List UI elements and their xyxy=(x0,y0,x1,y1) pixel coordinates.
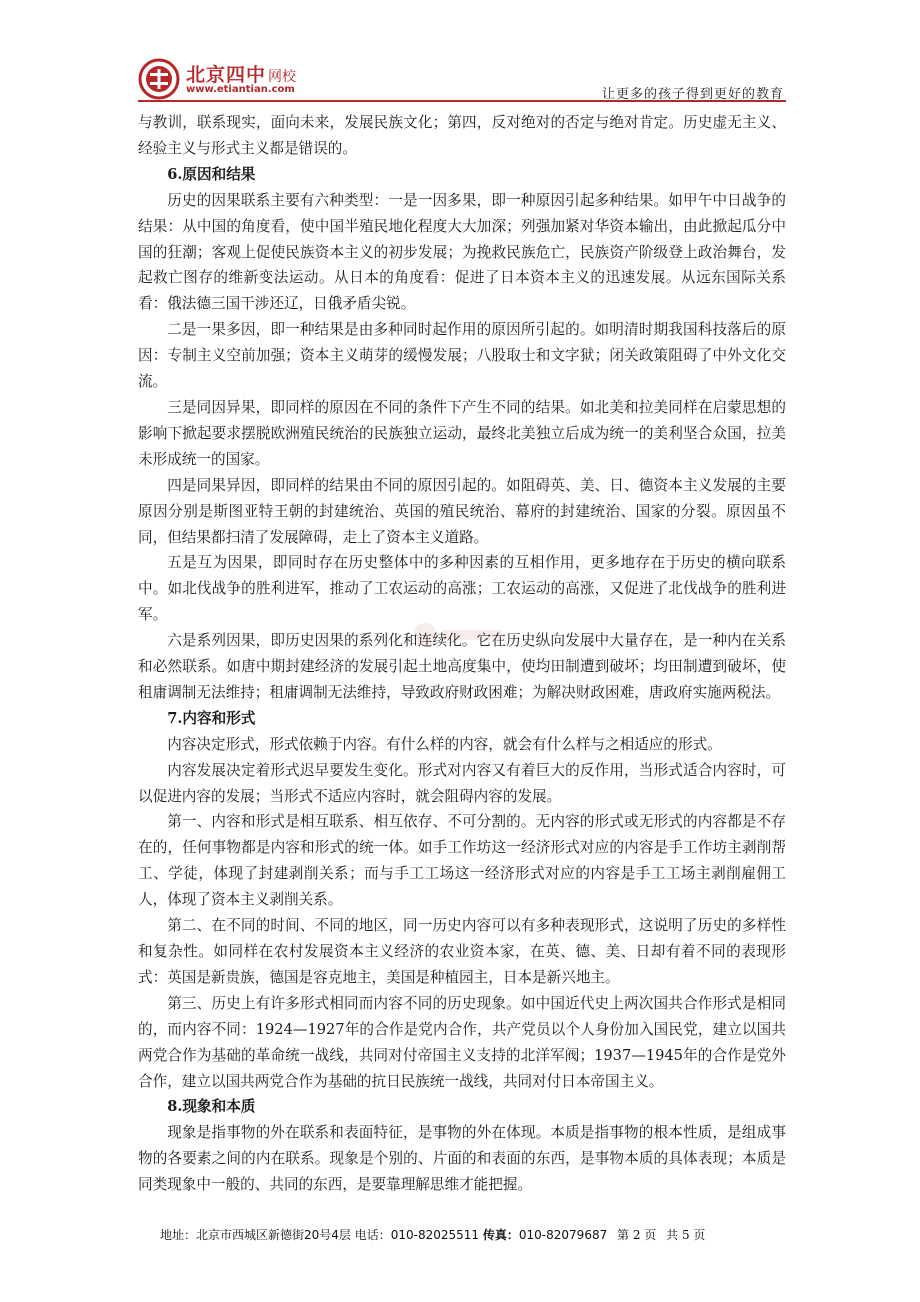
paragraph: 历史的因果联系主要有六种类型：一是一因多果，即一种原因引起多种结果。如甲午中日战争的结果：从中国的角度看，使中国半殖民地化程度大大加深；列强加紧对华资本输出，由此掀起瓜分中国的狂潮；客观上促使民族资本主义的初步发展；为挽救民族危亡，民族资产阶级登上政治舞台，发起救亡图存的维新变法运动。从日本的角度看：促进了日本资本主义的迅速发展。从远东国际关系看：俄法德三国干涉还辽，日俄矛盾尖锐。 xyxy=(138,191,786,313)
paragraph: 第二、在不同的时间、不同的地区，同一历史内容可以有多种表现形式，这说明了历史的多样性和复杂性。如同样在农村发展资本主义经济的农业资本家，在英、德、美、日却有着不同的表现形式：英国是新贵族，德国是容克地主，美国是种植园主，日本是新兴地主。 xyxy=(138,917,786,986)
page-number: 第 2 页 xyxy=(617,1228,657,1242)
page-total: 共 5 页 xyxy=(666,1228,706,1242)
brand-sub: 网校 xyxy=(268,69,297,85)
site-url: www.etiantian.com xyxy=(186,84,295,95)
page-header xyxy=(138,52,786,104)
paragraph: 六是系列因果，即历史因果的系列化和连续化。它在历史纵向发展中大量存在，是一种内在关系和必然联系。如唐中期封建经济的发展引起土地高度集中，使均田制遭到破坏；均田制遭到破坏，使租庸调制无法维持；租庸调制无法维持，导致政府财政困难；为解决财政困难，唐政府实施两税法。 xyxy=(138,632,786,701)
footer-phone-label: 电话： xyxy=(354,1228,391,1242)
section-heading-7: 7.内容和形式 xyxy=(167,709,256,727)
header-divider xyxy=(138,100,786,102)
section-heading-8: 8.现象和本质 xyxy=(167,1098,256,1116)
page-footer xyxy=(160,1226,705,1243)
slogan: 让更多的孩子得到更好的教育 xyxy=(601,87,784,102)
footer-phone: 010-82025511 xyxy=(390,1228,480,1242)
paragraph: 五是互为因果，即同时存在历史整体中的多种因素的互相作用，更多地存在于历史的横向联系中。如北伐战争的胜利进军，推动了工农运动的高涨；工农运动的高涨，又促进了北伐战争的胜利进军。 xyxy=(138,554,786,624)
paragraph: 二是一果多因，即一种结果是由多种同时起作用的原因所引起的。如明清时期我国科技落后的原因：专制主义空前加强；资本主义萌芽的缓慢发展；八股取士和文字狱；闭关政策阻碍了中外文化交流。 xyxy=(138,321,786,391)
brand-title: 北京四中 xyxy=(186,64,267,86)
brand-name xyxy=(186,60,296,87)
paragraph: 三是同因异果，即同样的原因在不同的条件下产生不同的结果。如北美和拉美同样在启蒙思想的影响下掀起要求摆脱欧洲殖民统治的民族独立运动，最终北美独立后成为统一的美利坚合众国，拉美未形成统一的国家。 xyxy=(138,398,786,468)
footer-address: 地址：北京市西城区新德街20号4层 xyxy=(160,1228,351,1242)
paragraph: 四是同果异因，即同样的结果由不同的原因引起的。如阻碍英、美、日、德资本主义发展的主要原因分别是斯图亚特王朝的封建统治、英国的殖民统治、幕府的封建统治、国家的分裂。原因虽不同，但结果都扫清了发展障碍，走上了资本主义道路。 xyxy=(138,476,786,546)
school-logo-icon xyxy=(138,58,180,100)
footer-fax: 010-82079687 xyxy=(518,1228,608,1242)
paragraph: 第三、历史上有许多形式相同而内容不同的历史现象。如中国近代史上两次国共合作形式是相同的，而内容不同：1924—1927年的合作是党内合作，共产党员以个人身份加入国民党，建立以国共两党合作为基础的革命统一战线，共同对付帝国主义支持的北洋军阀；1937—1945年的合作是党外合作，建立以国共两党合作为基础的抗日民族统一战线，共同对付日本帝国主义。 xyxy=(138,994,786,1090)
paragraph: 现象是指事物的外在联系和表面特征，是事物的外在体现。本质是指事物的根本性质，是组成事物的各要素之间的内在联系。现象是个别的、片面的和表面的东西，是事物本质的具体表现；本质是同类现象中一般的、共同的东西，是要靠理解思维才能把握。 xyxy=(138,1124,786,1194)
paragraph: 与教训，联系现实，面向未来，发展民族文化；第四，反对绝对的否定与绝对肯定。历史虚无主义、经验主义与形式主义都是错误的。 xyxy=(138,114,786,157)
section-heading-6: 6.原因和结果 xyxy=(167,165,256,183)
watermark-logo-icon xyxy=(410,620,510,650)
paragraph: 第一、内容和形式是相互联系、相互依存、不可分割的。无内容的形式或无形式的内容都是不存在的，任何事物都是内容和形式的统一体。如手工作坊这一经济形式对应的内容是手工作坊主剥削帮工、学徒，体现了封建剥削关系；而与手工工场这一经济形式对应的内容是手工工场主剥削雇佣工人，体现了资本主义剥削关系。 xyxy=(138,813,786,909)
paragraph: 内容决定形式，形式依赖于内容。有什么样的内容，就会有什么样与之相适应的形式。 xyxy=(167,735,722,753)
footer-fax-label: 传真： xyxy=(482,1228,519,1242)
paragraph: 内容发展决定着形式迟早要发生变化。形式对内容又有着巨大的反作用，当形式适合内容时，可以促进内容的发展；当形式不适应内容时，就会阻碍内容的发展。 xyxy=(138,761,786,805)
